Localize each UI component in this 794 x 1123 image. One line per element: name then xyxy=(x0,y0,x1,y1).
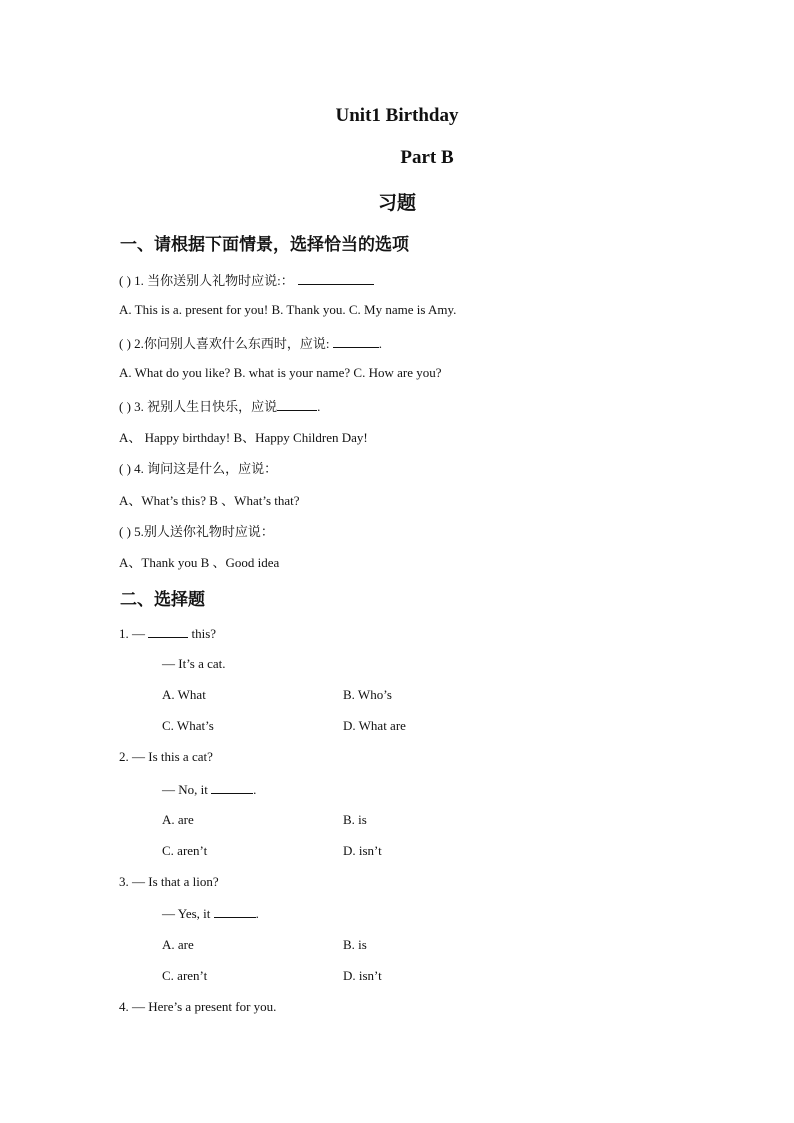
option-a: A. are xyxy=(162,812,194,827)
option-b: B. Who’s xyxy=(343,687,392,702)
answer-blank xyxy=(214,905,256,918)
question-4: ( ) 4. 询问这是什么，应说： xyxy=(119,461,278,476)
exercise-subtitle: 习题 xyxy=(377,192,416,214)
option-d: D. What are xyxy=(343,718,406,733)
question-3-text: ( ) 3. 祝别人生日快乐，应说 xyxy=(119,399,278,414)
unit-title: Unit1 Birthday xyxy=(335,105,459,126)
mc-question-1-text: 1. — xyxy=(119,626,149,641)
section2-heading: 二、选择题 xyxy=(120,590,205,610)
option-b: B. is xyxy=(343,812,367,827)
option-d: D. isn’t xyxy=(343,968,382,983)
option-a: A. are xyxy=(162,937,194,952)
option-c: C. aren’t xyxy=(162,968,208,983)
part-title: Part B xyxy=(400,147,454,168)
mc-answer-1: — It’s a cat. xyxy=(162,656,226,671)
question-3: ( ) 3. 祝别人生日快乐，应说 . xyxy=(119,399,321,414)
mc-question-2: 2. — Is this a cat? xyxy=(119,749,213,764)
mc-answer-3: — Yes, it . xyxy=(162,906,259,921)
mc-answer-3-text: — Yes, it xyxy=(162,906,214,921)
question-2-text: ( ) 2.你问别人喜欢什么东西时，应说: xyxy=(119,336,333,351)
question-5-options: A、Thank you B 、Good idea xyxy=(119,555,280,570)
answer-blank xyxy=(211,781,253,794)
question-1 xyxy=(119,270,374,289)
mc-question-1 xyxy=(119,625,216,642)
question-5: ( ) 5.别人送你礼物时应说： xyxy=(119,524,274,539)
answer-blank xyxy=(333,335,379,348)
question-2-options: A. What do you like? B. what is your name? C. How are you? xyxy=(119,365,442,380)
option-a: A. What xyxy=(162,687,206,702)
answer-blank xyxy=(148,625,188,638)
answer-blank xyxy=(298,272,374,285)
mc-question-4: 4. — Here’s a present for you. xyxy=(119,999,277,1014)
question-3-options: A、 Happy birthday! B、Happy Children Day! xyxy=(119,430,368,445)
question-1-text: ( ) 1. 当你送别人礼物时应说:： xyxy=(119,273,294,288)
answer-blank xyxy=(277,398,317,411)
mc-question-1-tail: this? xyxy=(188,626,217,641)
question-2: ( ) 2.你问别人喜欢什么东西时，应说: . xyxy=(119,336,383,351)
option-c: C. aren’t xyxy=(162,843,208,858)
mc-question-3: 3. — Is that a lion? xyxy=(119,874,219,889)
mc-answer-2-text: — No, it xyxy=(162,782,212,797)
option-c: C. What’s xyxy=(162,718,214,733)
mc-answer-2: — No, it . xyxy=(162,782,257,797)
question-1-options: A. This is a. present for you! B. Thank you. C. My name is Amy. xyxy=(119,302,457,317)
question-4-options: A、What’s this? B 、What’s that? xyxy=(119,493,300,508)
section1-heading: 一、请根据下面情景，选择恰当的选项 xyxy=(120,235,409,255)
option-b: B. is xyxy=(343,937,367,952)
option-d: D. isn’t xyxy=(343,843,382,858)
